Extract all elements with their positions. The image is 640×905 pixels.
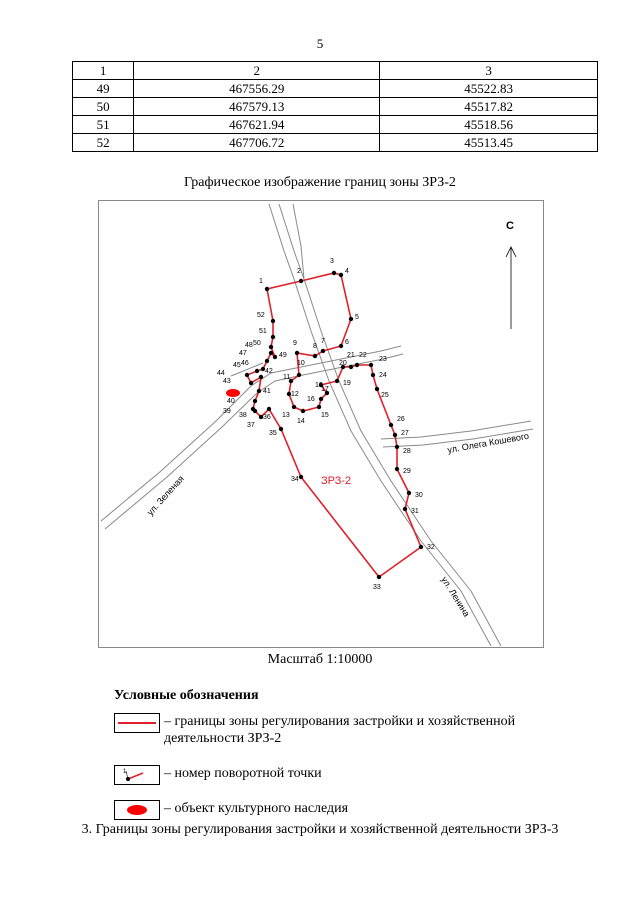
table-row <box>73 98 598 116</box>
legend-boundary <box>114 713 515 747</box>
turning-point-label: 8 <box>313 343 317 350</box>
turning-point <box>301 409 305 413</box>
point-marker-icon <box>115 766 159 784</box>
road-zelenaya-edge <box>105 354 403 529</box>
turning-point <box>335 379 339 383</box>
turning-point-label: 18 <box>315 382 323 389</box>
turning-point-label: 13 <box>282 412 290 419</box>
turning-point-label: 29 <box>403 468 411 475</box>
turning-point <box>319 397 323 401</box>
turning-point-label: 19 <box>343 380 351 387</box>
roads-layer <box>101 204 533 646</box>
table-cell: 50 <box>73 98 134 116</box>
table-header-cell: 3 <box>380 62 598 80</box>
turning-point <box>271 335 275 339</box>
turning-point-label: 41 <box>263 388 271 395</box>
turning-point <box>313 354 317 358</box>
turning-point-label: 42 <box>265 368 273 375</box>
legend-boundary-text: – границы зоны регулирования застройки и хозяйственной <box>164 714 516 729</box>
table-cell: 467706.72 <box>134 134 380 152</box>
table-header-cell: 2 <box>134 62 380 80</box>
turning-point <box>269 351 273 355</box>
turning-point-label: 11 <box>283 374 291 381</box>
turning-point-label: 49 <box>279 352 287 359</box>
table-header-row <box>73 62 598 80</box>
legend-point <box>114 765 322 785</box>
turning-point-label: 23 <box>379 356 387 363</box>
street-label-zelenaya: ул. Зеленая <box>145 473 186 518</box>
turning-point <box>395 467 399 471</box>
turning-point <box>265 359 269 363</box>
turning-point <box>321 349 325 353</box>
turning-point-label: 37 <box>247 422 255 429</box>
table-cell: 45517.82 <box>380 98 598 116</box>
turning-point-label: 24 <box>379 372 387 379</box>
turning-point-label: 10 <box>297 360 305 367</box>
turning-point-label: 36 <box>263 414 271 421</box>
page-number: 5 <box>316 36 324 51</box>
turning-point-label: 40 <box>227 398 235 405</box>
turning-point-label: 7 <box>321 338 325 345</box>
turning-point <box>269 345 273 349</box>
table-cell: 52 <box>73 134 134 152</box>
turning-point <box>257 389 261 393</box>
zone-boundary-line <box>247 273 421 577</box>
turning-point-label: 25 <box>381 392 389 399</box>
table-cell: 45522.83 <box>380 80 598 98</box>
street-label-kosheva: ул. Олега Кошевого <box>446 430 530 455</box>
zone-map <box>98 200 544 648</box>
turning-point-label: 52 <box>257 312 265 319</box>
turning-point <box>389 423 393 427</box>
turning-point <box>375 387 379 391</box>
turning-point <box>267 407 271 411</box>
legend-boundary-text-2: деятельности ЗРЗ-2 <box>164 731 282 746</box>
turning-point-label: 47 <box>239 350 247 357</box>
legend-title: Условные обозначения <box>114 688 259 703</box>
north-label: С <box>506 220 514 232</box>
map-canvas <box>99 201 543 647</box>
turning-point-label: 39 <box>223 408 231 415</box>
map-scale: Масштаб 1:10000 <box>267 652 373 667</box>
turning-point <box>369 363 373 367</box>
turning-point-label: 1 <box>259 278 263 285</box>
legend-point-text: – номер поворотной точки <box>164 766 322 781</box>
road-lenina-edge <box>269 204 491 646</box>
turning-point-label: 4 <box>345 268 349 275</box>
turning-point-label: 28 <box>403 448 411 455</box>
turning-point-label: 27 <box>401 430 409 437</box>
turning-point <box>339 273 343 277</box>
table-cell: 45518.56 <box>380 116 598 134</box>
turning-point <box>251 407 255 411</box>
turning-point-label: 44 <box>217 370 225 377</box>
turning-point-label: 16 <box>307 396 315 403</box>
table-row <box>73 80 598 98</box>
turning-point-label: 50 <box>253 340 261 347</box>
turning-point-label: 22 <box>359 352 367 359</box>
turning-point-label: 43 <box>223 378 231 385</box>
turning-point <box>292 405 296 409</box>
turning-point <box>349 317 353 321</box>
turning-point <box>299 279 303 283</box>
turning-point <box>419 545 423 549</box>
turning-point <box>259 375 263 379</box>
turning-point-label: 51 <box>259 328 267 335</box>
turning-point <box>299 475 303 479</box>
turning-point-label: 17 <box>321 386 329 393</box>
turning-point <box>339 344 343 348</box>
street-label-lenina: ул. Ленина <box>439 574 472 619</box>
coordinates-table <box>72 61 598 152</box>
turning-point <box>255 369 259 373</box>
turning-point-label: 35 <box>269 430 277 437</box>
legend-point-symbol <box>114 765 160 785</box>
turning-point <box>253 399 257 403</box>
labels-layer <box>217 258 435 591</box>
table-cell: 467556.29 <box>134 80 380 98</box>
turning-point <box>297 373 301 377</box>
table-cell: 467621.94 <box>134 116 380 134</box>
turning-point <box>271 319 275 323</box>
turning-point-label: 9 <box>293 340 297 347</box>
turning-point <box>332 271 336 275</box>
turning-point <box>355 363 359 367</box>
turning-point-label: 34 <box>291 476 299 483</box>
turning-point-label: 31 <box>411 508 419 515</box>
turning-point <box>273 355 277 359</box>
turning-point-label: 2 <box>297 268 301 275</box>
legend-heritage-symbol <box>114 800 160 820</box>
turning-point-label: 38 <box>239 412 247 419</box>
turning-point-label: 3 <box>330 258 334 265</box>
table-cell: 45513.45 <box>380 134 598 152</box>
turning-point <box>403 507 407 511</box>
turning-point <box>249 381 253 385</box>
turning-point <box>393 433 397 437</box>
map-caption: Графическое изображение границ зоны ЗРЗ-2 <box>184 175 456 190</box>
turning-point-label: 26 <box>397 416 405 423</box>
turning-point-label: 48 <box>245 342 253 349</box>
legend-boundary-symbol <box>114 713 160 733</box>
turning-point-label: 20 <box>339 360 347 367</box>
turning-point-label: 45 <box>233 362 241 369</box>
turning-point-label: 21 <box>347 352 355 359</box>
turning-point <box>265 287 269 291</box>
turning-point-label: 14 <box>297 418 305 425</box>
turning-point-label: 46 <box>241 360 249 367</box>
turning-point-label: 32 <box>427 544 435 551</box>
legend-heritage-text: – объект культурного наследия <box>164 801 349 816</box>
table-row <box>73 116 598 134</box>
heritage-icon <box>127 805 147 815</box>
heritage-object <box>226 389 240 397</box>
boundary-layer <box>247 273 421 577</box>
turning-point-label: 12 <box>291 391 299 398</box>
legend-heritage <box>114 800 348 820</box>
turning-point-label: 33 <box>373 584 381 591</box>
zone-label: ЗРЗ-2 <box>321 475 352 487</box>
turning-point <box>245 373 249 377</box>
turning-point <box>317 405 321 409</box>
turning-point <box>407 491 411 495</box>
table-cell: 467579.13 <box>134 98 380 116</box>
table-row <box>73 134 598 152</box>
section-heading: 3. Границы зоны регулирования застройки и хозяйственной деятельности ЗРЗ-3 <box>81 822 559 837</box>
turning-point <box>395 445 399 449</box>
turning-point-label: 6 <box>345 339 349 346</box>
turning-point <box>279 427 283 431</box>
legend-point-sample: 1 <box>123 769 127 775</box>
turning-point <box>295 351 299 355</box>
turning-point <box>371 373 375 377</box>
table-cell: 49 <box>73 80 134 98</box>
turning-point-label: 5 <box>355 314 359 321</box>
turning-point-label: 15 <box>321 412 329 419</box>
turning-point <box>349 365 353 369</box>
table-cell: 51 <box>73 116 134 134</box>
turning-point <box>377 575 381 579</box>
turning-point-label: 30 <box>415 492 423 499</box>
table-header-cell: 1 <box>73 62 134 80</box>
